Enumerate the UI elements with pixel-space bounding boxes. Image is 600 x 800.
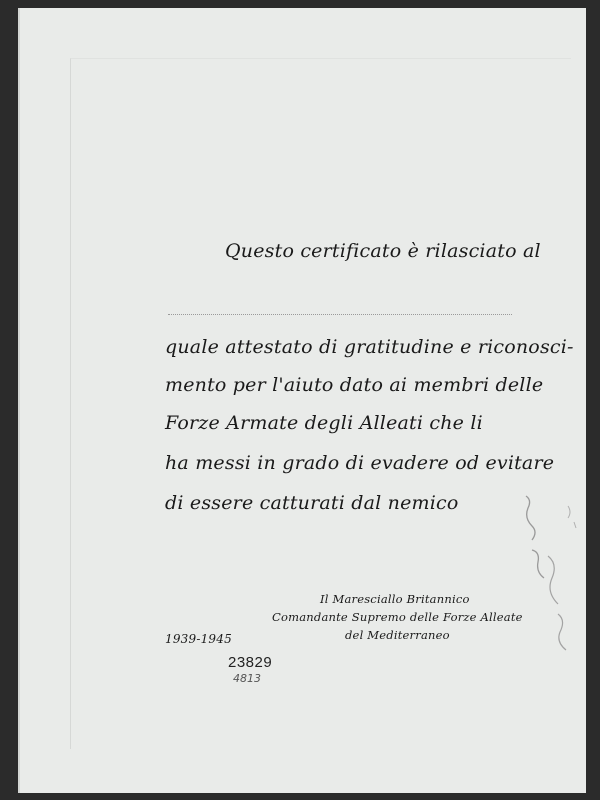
certificate-line-3: mento per l'aiuto dato ai membri delle [165,374,544,396]
signature-title: Il Maresciallo Britannico [320,592,470,606]
certificate-line-6: di essere catturati dal nemico [165,492,459,514]
document-sheet [18,8,586,793]
certificate-number: 23829 [228,654,273,671]
certificate-line-2: quale attestato di gratitudine e riconosci- [165,336,574,358]
handwritten-number: 4813 [233,672,261,685]
certificate-line-5: ha messi in grado di evadere od evitare [165,452,555,474]
signature-region: del Mediterraneo [345,628,450,642]
certificate-line-1: Questo certificato è rilasciato al [225,240,541,262]
years-label: 1939-1945 [165,632,232,646]
inner-border [70,58,571,749]
certificate-line-4: Forze Armate degli Alleati che li [165,412,483,434]
signature-role: Comandante Supremo delle Forze Alleate [272,610,523,624]
handwritten-margin-note [518,486,588,676]
recipient-name-line [168,314,512,315]
